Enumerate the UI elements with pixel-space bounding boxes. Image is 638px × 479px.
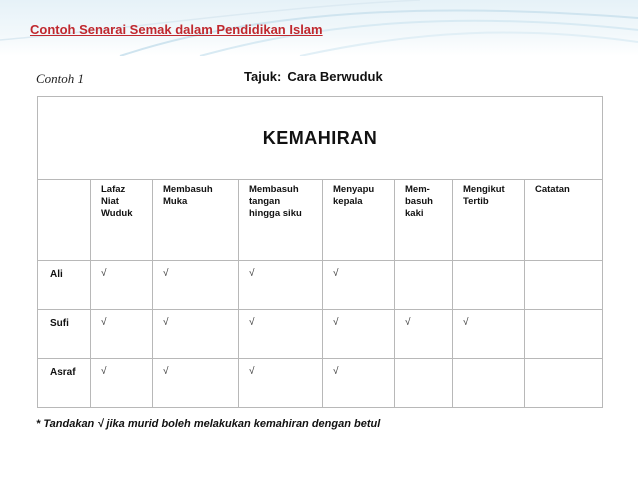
- check-cell: [323, 310, 395, 359]
- check-mark: [395, 261, 452, 268]
- check-cell: [239, 261, 323, 310]
- student-name: Ali: [38, 261, 91, 310]
- student-name: Sufi: [38, 310, 91, 359]
- student-name: Asraf: [38, 359, 91, 408]
- check-cell: [525, 359, 603, 408]
- footnote: * Tandakan √ jika murid boleh melakukan kemahiran dengan betul: [36, 418, 381, 430]
- check-mark: [453, 261, 524, 268]
- slide-title: Contoh Senarai Semak dalam Pendidikan Islam: [30, 22, 323, 37]
- check-cell: [453, 261, 525, 310]
- check-mark: √: [101, 268, 107, 279]
- check-cell: [525, 310, 603, 359]
- col-header-membasuh-kaki: Mem- basuh kaki: [395, 180, 453, 261]
- col-header-membasuh-tangan: Membasuh tangan hingga siku: [239, 180, 323, 261]
- check-mark: √: [163, 317, 169, 328]
- check-cell: [239, 359, 323, 408]
- check-cell: [239, 310, 323, 359]
- table-row: [38, 261, 603, 310]
- col-header-mengikut-tertib: Mengikut Tertib: [453, 180, 525, 261]
- col-header-menyapu-kepala: Menyapu kepala: [323, 180, 395, 261]
- topic-value: Cara Berwuduk: [287, 69, 383, 84]
- check-cell: [395, 310, 453, 359]
- check-mark: √: [463, 317, 469, 328]
- check-mark: [395, 359, 452, 366]
- check-mark: √: [101, 317, 107, 328]
- example-label: Contoh 1: [36, 71, 85, 86]
- check-cell: [91, 261, 153, 310]
- check-cell: [395, 261, 453, 310]
- check-mark: √: [333, 317, 339, 328]
- check-cell: [153, 261, 239, 310]
- check-mark: [525, 359, 602, 366]
- table-row: [38, 310, 603, 359]
- skills-checklist-table: [37, 96, 603, 408]
- check-cell: [153, 359, 239, 408]
- check-mark: [525, 310, 602, 317]
- check-mark: √: [163, 268, 169, 279]
- check-mark: √: [101, 366, 107, 377]
- col-header-catatan: Catatan: [525, 180, 603, 261]
- check-cell: [153, 310, 239, 359]
- check-cell: [91, 359, 153, 408]
- check-cell: [323, 359, 395, 408]
- col-header-membasuh-muka: Membasuh Muka: [153, 180, 239, 261]
- col-header-lafaz-niat-wuduk: Lafaz Niat Wuduk: [91, 180, 153, 261]
- check-mark: √: [249, 268, 255, 279]
- check-mark: √: [249, 366, 255, 377]
- table-row: [38, 359, 603, 408]
- skills-header: KEMAHIRAN: [38, 97, 603, 180]
- check-mark: [453, 359, 524, 366]
- column-header-row: [38, 180, 603, 261]
- check-cell: [453, 310, 525, 359]
- topic-label: Tajuk:: [244, 69, 282, 84]
- topic-heading: [244, 69, 383, 84]
- check-cell: [395, 359, 453, 408]
- check-mark: √: [333, 366, 339, 377]
- check-cell: [323, 261, 395, 310]
- check-mark: √: [405, 317, 411, 328]
- check-mark: √: [333, 268, 339, 279]
- check-mark: √: [249, 317, 255, 328]
- check-mark: [525, 261, 602, 268]
- check-mark: √: [163, 366, 169, 377]
- check-cell: [525, 261, 603, 310]
- check-cell: [91, 310, 153, 359]
- corner-cell: [38, 180, 91, 261]
- check-cell: [453, 359, 525, 408]
